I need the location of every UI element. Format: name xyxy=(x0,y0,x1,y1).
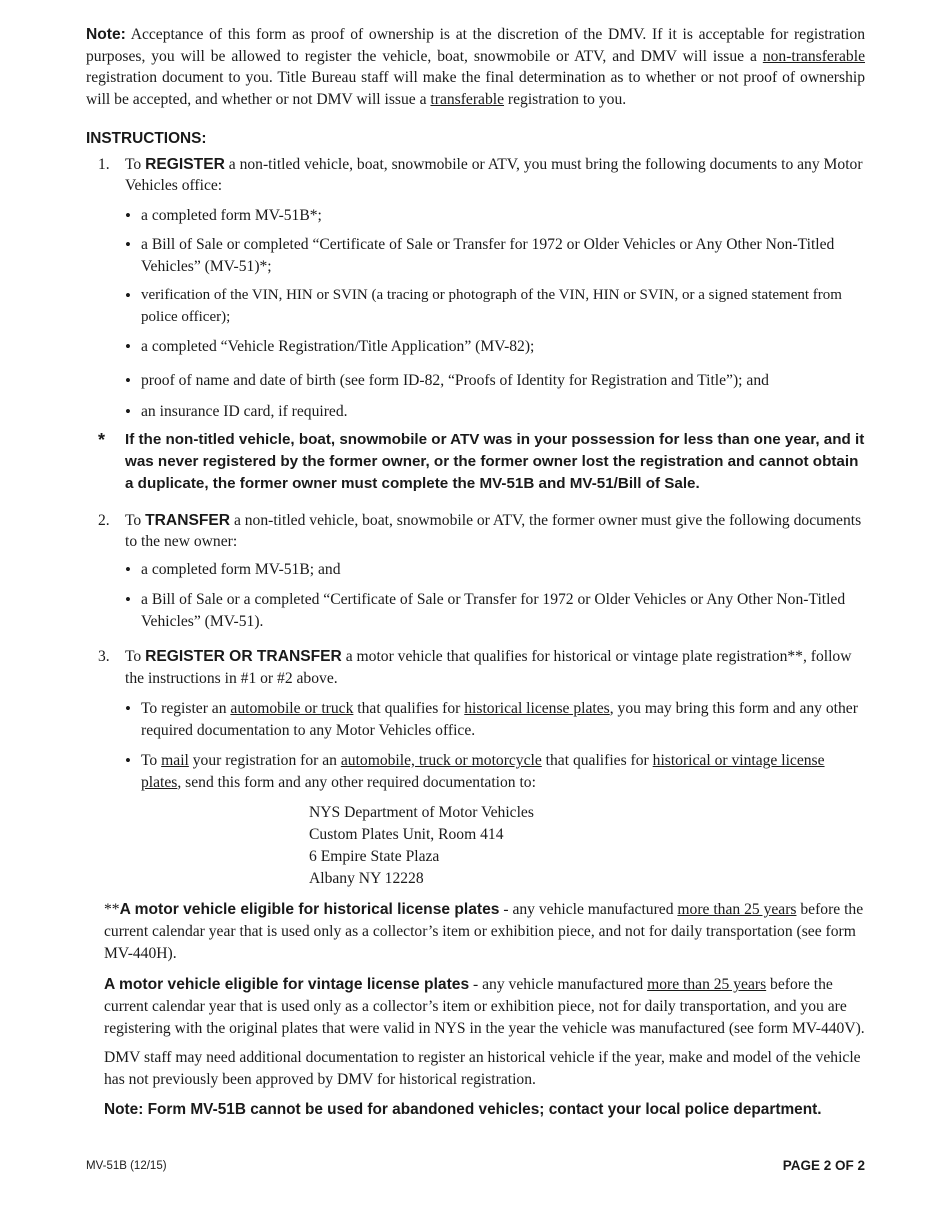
abandoned-vehicles-note: Note: Form MV-51B cannot be used for abandoned vehicles; contact your local police department. xyxy=(104,1101,822,1118)
list-item: • To mail your registration for an automobile, truck or motorcycle that qualifies for historical or vintage license plates, send this form and any other required documentation to: xyxy=(86,750,865,793)
register-documents-list xyxy=(86,205,865,423)
instruction-item-3: 3. To REGISTER OR TRANSFER a motor vehicle that qualifies for historical or vintage plate registration**, follow the instructions in #1 or #2 above. xyxy=(98,648,852,687)
list-item: • proof of name and date of birth (see form ID-82, “Proofs of Identity for Registration and Title”); and xyxy=(86,370,865,392)
transferable-term: transferable xyxy=(430,90,505,108)
list-item: • a Bill of Sale or completed “Certificate of Sale or Transfer for 1972 or Older Vehicles or Any Other Non-Titled Vehicles” (MV-51)*; xyxy=(86,234,865,277)
document-page xyxy=(86,24,865,1121)
vintage-plates-definition: A motor vehicle eligible for vintage license plates - any vehicle manufactured more than 25 years before the current calendar year that is used only as a collector’s item or exhibition piece, not for daily transportation, and you are registering with the original plates that were valid in NYS in the year the vehicle was manufactured (see form MV-440V). xyxy=(104,976,865,1037)
historical-plates-definition: **A motor vehicle eligible for historical license plates - any vehicle manufactured more than 25 years before the current calendar year that is used only as a collector’s item or exhibition piece, and not for daily transportation (see form MV-440H). xyxy=(104,901,864,962)
address-line: Albany NY 12228 xyxy=(309,870,424,887)
register-or-transfer-keyword: REGISTER OR TRANSFER xyxy=(145,648,342,665)
historical-plates-list xyxy=(86,698,865,793)
mailing-address xyxy=(86,802,865,890)
form-id: MV-51B (12/15) xyxy=(86,1160,167,1172)
transfer-keyword: TRANSFER xyxy=(145,511,231,529)
list-item: • an insurance ID card, if required. xyxy=(86,401,865,423)
address-line: NYS Department of Motor Vehicles xyxy=(309,804,534,821)
non-transferable-term: non-transferable xyxy=(762,47,865,65)
address-line: Custom Plates Unit, Room 414 xyxy=(309,826,504,843)
list-item: • a Bill of Sale or a completed “Certificate of Sale or Transfer for 1972 or Older Vehicles or Any Other Non-Titled Vehicles” (MV-51). xyxy=(86,589,865,632)
list-item: • a completed form MV-51B*; xyxy=(86,205,865,227)
list-item: • verification of the VIN, HIN or SVIN (a tracing or photograph of the VIN, HIN or SVIN, or a signed statement from police officer); xyxy=(86,285,865,328)
asterisk-marker: * xyxy=(98,429,106,450)
list-item: • To register an automobile or truck that qualifies for historical license plates, you may bring this form and any other required documentation to any Motor Vehicles office. xyxy=(86,698,865,741)
instructions-header: INSTRUCTIONS: xyxy=(86,130,207,147)
address-line: 6 Empire State Plaza xyxy=(309,848,440,865)
ownership-note: Note: Acceptance of this form as proof of ownership is at the discretion of the DMV. If it is acceptable for registration purposes, you will be allowed to register the vehicle, boat, snowmobile or ATV, and DMV will issue a non-transferable registration document to you. Title Bureau staff will make the final determination as to whether or not proof of ownership will be accepted, and whether or not DMV will issue a transferable registration to you. xyxy=(86,26,865,108)
list-item: • a completed form MV-51B; and xyxy=(86,559,865,581)
transfer-documents-list xyxy=(86,559,865,633)
register-keyword: REGISTER xyxy=(145,155,225,173)
page-number: PAGE 2 OF 2 xyxy=(782,1158,865,1173)
instruction-item-2: 2. To TRANSFER a non-titled vehicle, boat, snowmobile or ATV, the former owner must give the following documents to the new owner: xyxy=(98,511,862,550)
note-label: Note: xyxy=(86,26,126,43)
list-item: • a completed “Vehicle Registration/Title Application” (MV-82); xyxy=(86,336,865,358)
possession-warning: * If the non-titled vehicle, boat, snowmobile or ATV was in your possession for less than one year, and it was never registered by the former owner, or the former owner lost the registration and cannot obtain a duplicate, the former owner must complete the MV-51B and MV-51/Bill of Sale. xyxy=(98,429,865,492)
staff-documentation-note: DMV staff may need additional documentation to register an historical vehicle if the year, make and model of the vehicle has not previously been approved by DMV for historical registration. xyxy=(104,1049,861,1088)
instruction-item-1: 1. To REGISTER a non-titled vehicle, boat, snowmobile or ATV, you must bring the following documents to any Motor Vehicles office: xyxy=(98,155,863,194)
